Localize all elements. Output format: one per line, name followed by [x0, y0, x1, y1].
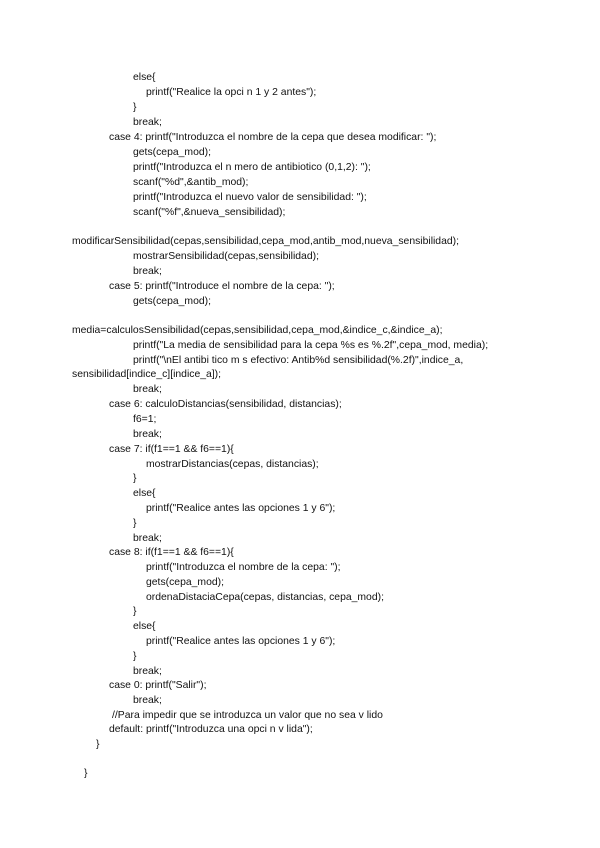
code-line: printf("Introduzca el n mero de antibiotico (0,1,2): ");	[133, 162, 371, 173]
closing-brace: }	[96, 739, 100, 750]
code-line: case 5: printf("Introduce el nombre de la cepa: ");	[109, 281, 335, 292]
code-line: printf("\nEl antibi tico m s efectivo: Antib%d sensibilidad(%.2f)",indice_a,	[133, 355, 464, 366]
code-line: break;	[133, 117, 162, 128]
code-line: mostrarSensibilidad(cepas,sensibilidad);	[133, 251, 319, 262]
code-line: break;	[133, 666, 162, 677]
code-line: scanf("%d",&antib_mod);	[133, 177, 249, 188]
code-line: printf("La media de sensibilidad para la cepa %s es %.2f",cepa_mod, media);	[133, 340, 489, 351]
code-line: }	[133, 518, 137, 529]
code-line: }	[133, 102, 137, 113]
closing-brace: }	[84, 768, 88, 779]
code-line: gets(cepa_mod);	[133, 147, 211, 158]
code-line: sensibilidad[indice_c][indice_a]);	[72, 369, 222, 380]
code-line: case 7: if(f1==1 && f6==1){	[109, 444, 234, 455]
code-line: scanf("%f",&nueva_sensibilidad);	[133, 207, 286, 218]
code-line: media=calculosSensibilidad(cepas,sensibilidad,cepa_mod,&indice_c,&indice_a);	[72, 325, 443, 336]
code-line: case 0: printf("Salir");	[109, 680, 207, 691]
code-line: break;	[133, 695, 162, 706]
code-line: printf("Realice antes las opciones 1 y 6");	[146, 503, 336, 514]
code-line: gets(cepa_mod);	[133, 296, 211, 307]
code-line: printf("Realice la opci n 1 y 2 antes");	[146, 87, 317, 98]
code-line: printf("Introduzca el nombre de la cepa: ");	[146, 562, 341, 573]
code-line: ordenaDistaciaCepa(cepas, distancias, cepa_mod);	[146, 592, 384, 603]
code-line: default: printf("Introduzca una opci n v lida");	[109, 724, 313, 735]
code-line: mostrarDistancias(cepas, distancias);	[146, 459, 319, 470]
code-line: break;	[133, 384, 162, 395]
code-line: break;	[133, 429, 162, 440]
code-line: modificarSensibilidad(cepas,sensibilidad,cepa_mod,antib_mod,nueva_sensibilidad);	[72, 236, 459, 247]
code-line: else{	[133, 621, 156, 632]
code-line: case 4: printf("Introduzca el nombre de la cepa que desea modificar: ");	[109, 132, 437, 143]
code-line: else{	[133, 72, 156, 83]
code-comment: //Para impedir que se introduzca un valor que no sea v lido	[112, 710, 383, 721]
code-line: printf("Realice antes las opciones 1 y 6");	[146, 636, 336, 647]
code-line: break;	[133, 533, 162, 544]
code-line: printf("Introduzca el nuevo valor de sensibilidad: ");	[133, 192, 367, 203]
code-line: }	[133, 606, 137, 617]
code-line: f6=1;	[133, 414, 157, 425]
code-line: }	[133, 473, 137, 484]
code-line: }	[133, 651, 137, 662]
code-line: case 8: if(f1==1 && f6==1){	[109, 547, 234, 558]
code-line: gets(cepa_mod);	[146, 577, 224, 588]
code-line: else{	[133, 488, 156, 499]
code-line: case 6: calculoDistancias(sensibilidad, distancias);	[109, 399, 342, 410]
code-line: break;	[133, 266, 162, 277]
